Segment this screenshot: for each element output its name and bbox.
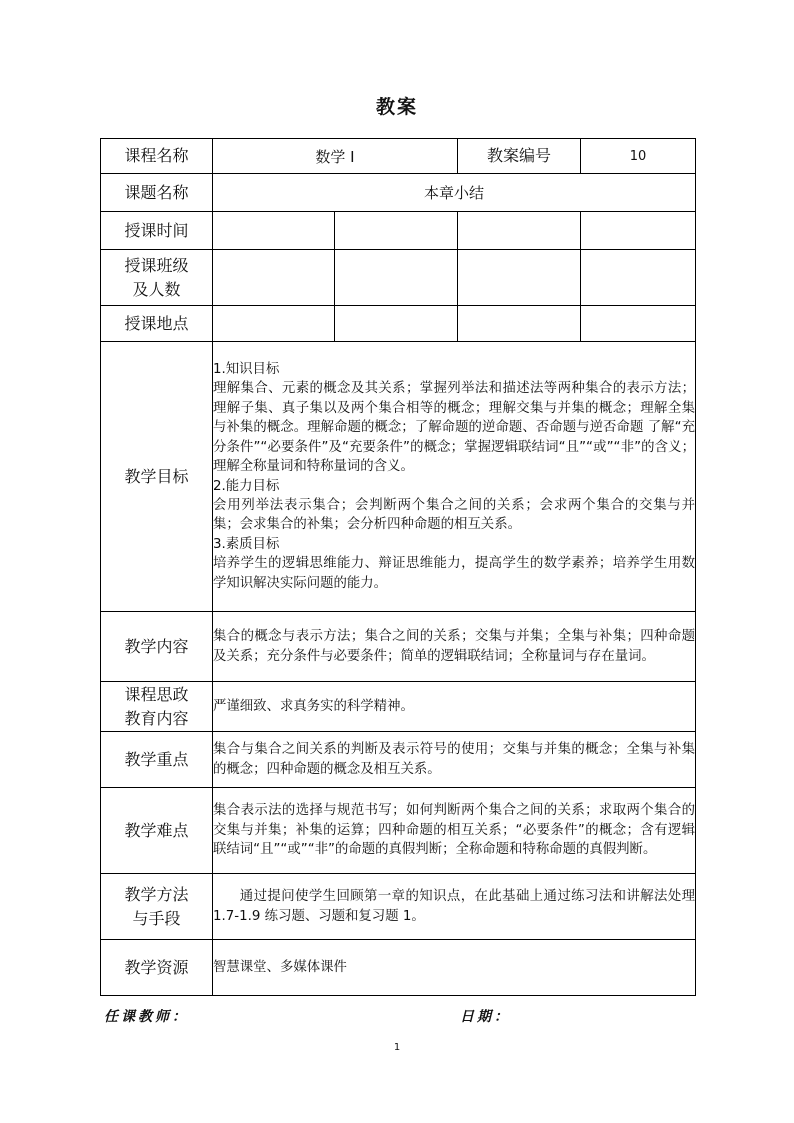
- time-cell-2: [335, 212, 458, 250]
- class-cell-3: [458, 250, 581, 306]
- goals-label: 教学目标: [101, 342, 213, 612]
- place-cell-3: [458, 306, 581, 342]
- row-class: [101, 250, 696, 306]
- teacher-signature-label: 任课教师：: [104, 1009, 189, 1025]
- goals-heading-ability: 2.能力目标: [213, 478, 280, 494]
- ideology-value: 严谨细致、求真务实的科学精神。: [213, 682, 696, 732]
- content-label: 教学内容: [101, 612, 213, 682]
- course-name-label: 课程名称: [101, 139, 213, 174]
- ideology-label: 课程思政 教育内容: [101, 682, 213, 732]
- topic-label: 课题名称: [101, 174, 213, 212]
- time-label: 授课时间: [101, 212, 213, 250]
- time-cell-1: [213, 212, 335, 250]
- content-value: 集合的概念与表示方法；集合之间的关系；交集与并集；全集与补集；四种命题及关系；充分条件与必要条件；简单的逻辑联结词；全称量词与存在量词。: [213, 612, 696, 682]
- row-goals: [101, 342, 696, 612]
- row-resources: [101, 940, 696, 996]
- class-cell-4: [581, 250, 696, 306]
- row-place: [101, 306, 696, 342]
- place-cell-1: [213, 306, 335, 342]
- difficulties-label: 教学难点: [101, 788, 213, 874]
- key-points-value: 集合与集合之间关系的判断及表示符号的使用；交集与并集的概念；全集与补集的概念；四种命题的概念及相互关系。: [213, 732, 696, 788]
- lesson-plan-table: [100, 138, 696, 996]
- goals-cell: [213, 342, 696, 612]
- course-name-value: 数学 I: [213, 139, 458, 174]
- row-time: [101, 212, 696, 250]
- row-content: [101, 612, 696, 682]
- difficulties-value: 集合表示法的选择与规范书写；如何判断两个集合之间的关系；求取两个集合的交集与并集；补集的运算；四种命题的相互关系；“必要条件”的概念；含有逻辑联结词“且”“或”“非”的命题的真假判断；全称命题和特称命题的真假判断。: [213, 788, 696, 874]
- goals-text-ability: 会用列举法表示集合；会判断两个集合之间的关系；会求两个集合的交集与并集；会求集合的补集；会分析四种命题的相互关系。: [213, 497, 696, 533]
- row-topic: [101, 174, 696, 212]
- page-number: 1: [393, 1042, 401, 1053]
- class-cell-1: [213, 250, 335, 306]
- time-cell-3: [458, 212, 581, 250]
- date-label: 日期：: [460, 1009, 511, 1025]
- goals-text-quality: 培养学生的逻辑思维能力、辩证思维能力，提高学生的数学素养；培养学生用数学知识解决实际问题的能力。: [213, 556, 696, 591]
- place-cell-2: [335, 306, 458, 342]
- plan-number-value: 10: [581, 139, 696, 174]
- row-course-name: [101, 139, 696, 174]
- goals-heading-quality: 3.素质目标: [213, 536, 280, 552]
- resources-value: 智慧课堂、多媒体课件: [213, 940, 696, 996]
- row-key-points: [101, 732, 696, 788]
- topic-value: 本章小结: [213, 174, 696, 212]
- goals-text-knowledge: 理解集合、元素的概念及其关系；掌握列举法和描述法等两种集合的表示方法；理解子集、真子集以及两个集合相等的概念；理解交集与并集的概念；理解全集与补集的概念。理解命题的概念；了解命题的逆命题、否命题与逆否命题 了解“充分条件”“必要条件”及“充要条件”的概念；掌握逻辑联结词“且”“或”“非”的含义；理解全称量词和特称量词的含义。: [213, 381, 696, 475]
- key-points-label: 教学重点: [101, 732, 213, 788]
- row-difficulties: [101, 788, 696, 874]
- place-label: 授课地点: [101, 306, 213, 342]
- class-cell-2: [335, 250, 458, 306]
- class-label: 授课班级 及人数: [101, 250, 213, 306]
- place-cell-4: [581, 306, 696, 342]
- methods-value: 通过提问使学生回顾第一章的知识点，在此基础上通过练习法和讲解法处理 1.7-1.9 练习题、习题和复习题 1。: [213, 874, 696, 940]
- row-methods: [101, 874, 696, 940]
- document-title: 教案: [375, 96, 418, 118]
- time-cell-4: [581, 212, 696, 250]
- goals-heading-knowledge: 1.知识目标: [213, 362, 280, 378]
- methods-label: 教学方法 与手段: [101, 874, 213, 940]
- resources-label: 教学资源: [101, 940, 213, 996]
- row-ideology: [101, 682, 696, 732]
- plan-number-label: 教案编号: [458, 139, 581, 174]
